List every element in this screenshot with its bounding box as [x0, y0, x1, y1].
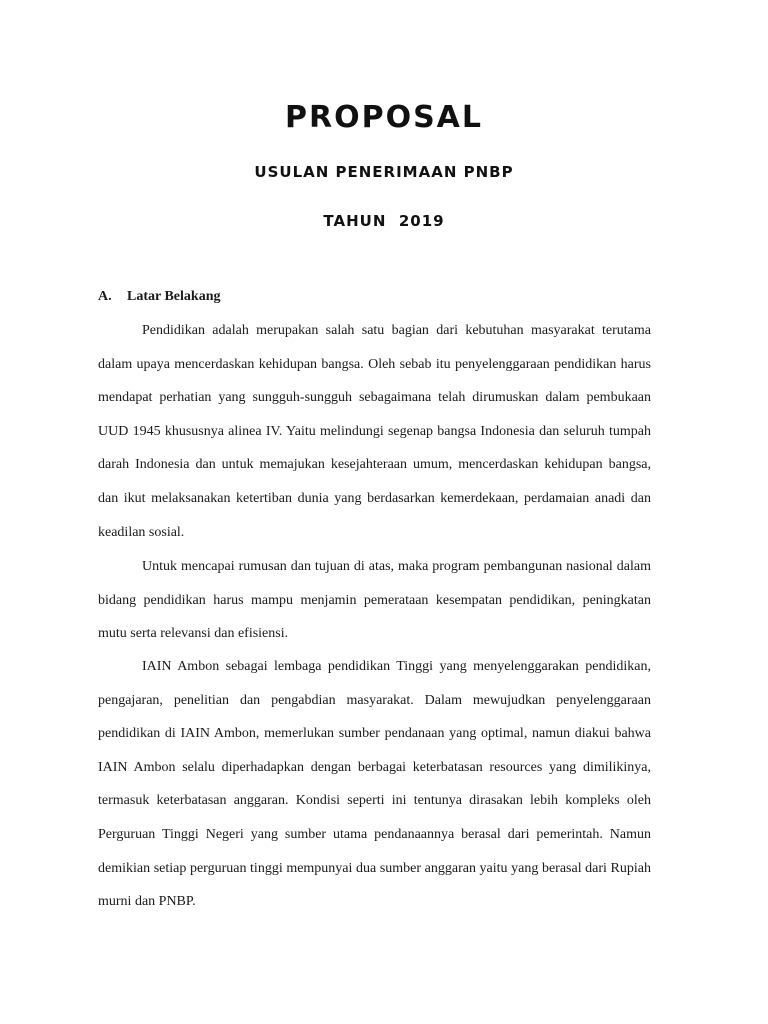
- section-number: A.: [98, 289, 112, 304]
- document-subtitle: USULAN PENERIMAAN PNBP: [254, 163, 514, 181]
- section-title: Latar Belakang: [127, 289, 221, 304]
- section-heading: [98, 289, 220, 305]
- paragraph-2: Untuk mencapai rumusan dan tujuan di atas, maka program pembangunan nasional dalam bidang pendidikan harus mampu menjamin pemerataan kesempatan pendidikan, peningkatan mutu serta relevansi dan efisiensi.: [98, 559, 651, 642]
- paragraph-1: Pendidikan adalah merupakan salah satu bagian dari kebutuhan masyarakat terutama dalam upaya mencerdaskan kehidupan bangsa. Oleh sebab itu penyelenggaraan pendidikan harus mendapat perhatian yang sungguh-sungguh sebagaimana telah dirumuskan dalam pembukaan UUD 1945 khususnya alinea IV. Yaitu melindungi segenap bangsa Indonesia dan seluruh tumpah darah Indonesia dan untuk memajukan kesejahteraan umum, mencerdaskan kehidupan bangsa, dan ikut melaksanakan ketertiban dunia yang berdasarkan kemerdekaan, perdamaian anadi dan keadilan sosial.: [98, 323, 651, 540]
- document-title: PROPOSAL: [284, 100, 484, 135]
- paragraph-3: IAIN Ambon sebagai lembaga pendidikan Tinggi yang menyelenggarakan pendidikan, pengajaran, penelitian dan pengabdian masyarakat. Dalam mewujudkan penyelenggaraan pendidikan di IAIN Ambon, memerlukan sumber pendanaan yang optimal, namun diakui bahwa IAIN Ambon selalu diperhadapkan dengan berbagai keterbatasan resources yang dimilikinya, termasuk keterbatasan anggaran. Kondisi seperti ini tentunya dirasakan lebih kompleks oleh Perguruan Tinggi Negeri yang sumber utama pendanaannya berasal dari pemerintah. Namun demikian setiap perguruan tinggi mempunyai dua sumber anggaran yaitu yang berasal dari Rupiah murni dan PNBP.: [98, 659, 651, 910]
- document-year: TAHUN 2019: [323, 212, 445, 230]
